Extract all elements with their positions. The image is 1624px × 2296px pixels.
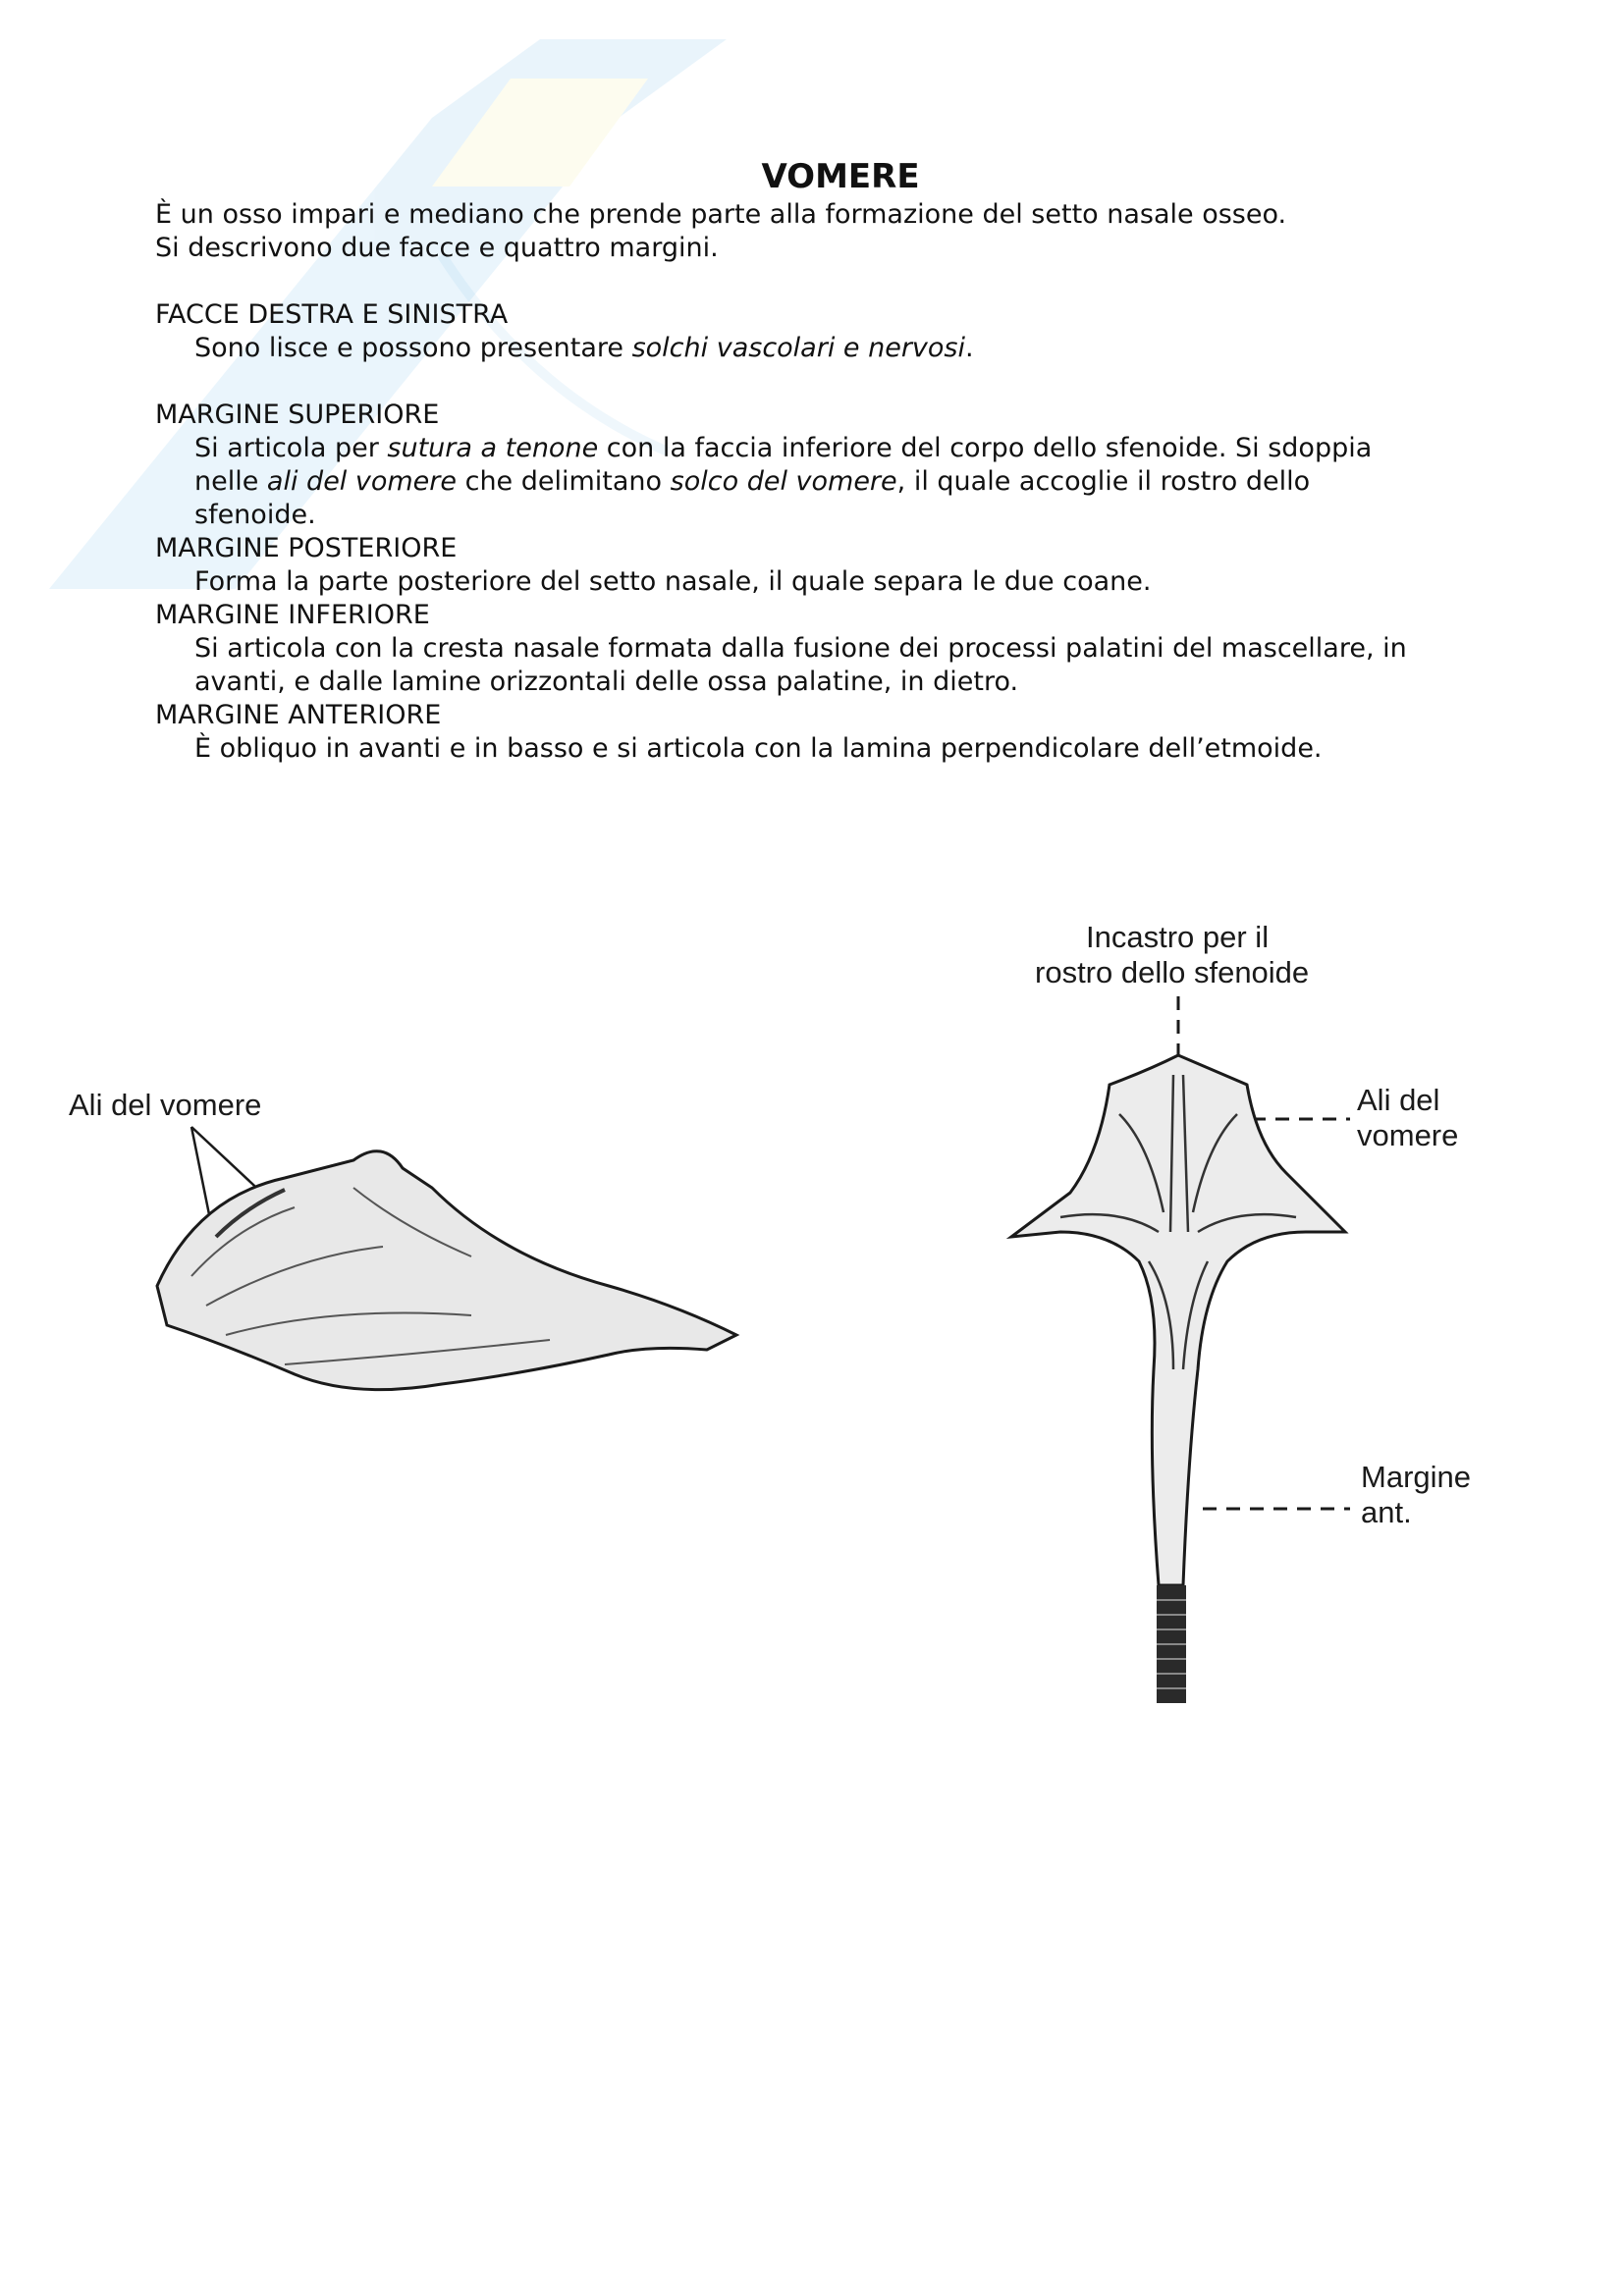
- text-run: Si articola per: [194, 433, 388, 463]
- text-run: sfenoide.: [194, 500, 316, 530]
- text-run: Sono lisce e possono presentare: [194, 333, 632, 363]
- section-heading: MARGINE INFERIORE: [155, 600, 430, 630]
- section-heading: MARGINE SUPERIORE: [155, 400, 440, 430]
- section-heading: MARGINE POSTERIORE: [155, 533, 458, 563]
- label-ali-del-vomere-left: Ali del vomere: [69, 1088, 262, 1122]
- text-run: Si articola con la cresta nasale formata dalla fusione dei processi palatini del mascellare, in: [194, 633, 1407, 664]
- section-body-line: [194, 565, 1490, 599]
- label-margine-ant-line2: ant.: [1361, 1495, 1412, 1529]
- label-ali-del-vomere-line2: vomere: [1357, 1118, 1459, 1152]
- italic-term: solchi vascolari e nervosi: [631, 333, 965, 363]
- intro-line: È un osso impari e mediano che prende parte alla formazione del setto nasale osseo.: [155, 199, 1287, 230]
- label-incastro-line2: rostro dello sfenoide: [1035, 955, 1310, 989]
- sections: [155, 265, 1490, 766]
- text-run: Forma la parte posteriore del setto nasale, il quale separa le due coane.: [194, 566, 1152, 597]
- vomer-posterior-figure: [1001, 908, 1551, 1772]
- intro-line: Si descrivono due facce e quattro margini.: [155, 233, 719, 263]
- section-body-line: [194, 432, 1490, 465]
- italic-term: solco del vomere: [670, 466, 897, 497]
- document-text: [155, 157, 1490, 766]
- label-ali-del-vomere-line1: Ali del: [1357, 1083, 1440, 1117]
- section-body-line: [194, 666, 1490, 699]
- section-gap: [155, 365, 1490, 399]
- text-run: .: [965, 333, 974, 363]
- page-title: VOMERE: [761, 157, 920, 196]
- section-body-line: [194, 632, 1490, 666]
- text-run: che delimitano: [457, 466, 671, 497]
- section-body-line: [194, 465, 1490, 499]
- section-heading: FACCE DESTRA E SINISTRA: [155, 299, 509, 330]
- section-body-line: [194, 732, 1490, 766]
- text-run: con la faccia inferiore del corpo dello sfenoide. Si sdoppia: [598, 433, 1373, 463]
- section-gap: [155, 265, 1490, 298]
- text-run: avanti, e dalle lamine orizzontali delle ossa palatine, in dietro.: [194, 667, 1019, 697]
- italic-term: ali del vomere: [266, 466, 458, 497]
- label-margine-ant-line1: Margine: [1361, 1460, 1471, 1494]
- section-body-line: [194, 499, 1490, 532]
- vomer-posterior-drawing: [1001, 908, 1551, 1772]
- section-body-line: [194, 332, 1490, 365]
- vomer-lateral-figure: [59, 1080, 766, 1433]
- text-run: nelle: [194, 466, 267, 497]
- section-heading: MARGINE ANTERIORE: [155, 700, 442, 730]
- vomer-lateral-drawing: [59, 1080, 766, 1433]
- label-incastro-line1: Incastro per il: [1086, 920, 1270, 954]
- italic-term: sutura a tenone: [387, 433, 599, 463]
- text-run: È obliquo in avanti e in basso e si articola con la lamina perpendicolare dell’etmoide.: [194, 733, 1323, 764]
- text-run: , il quale accoglie il rostro dello: [896, 466, 1311, 497]
